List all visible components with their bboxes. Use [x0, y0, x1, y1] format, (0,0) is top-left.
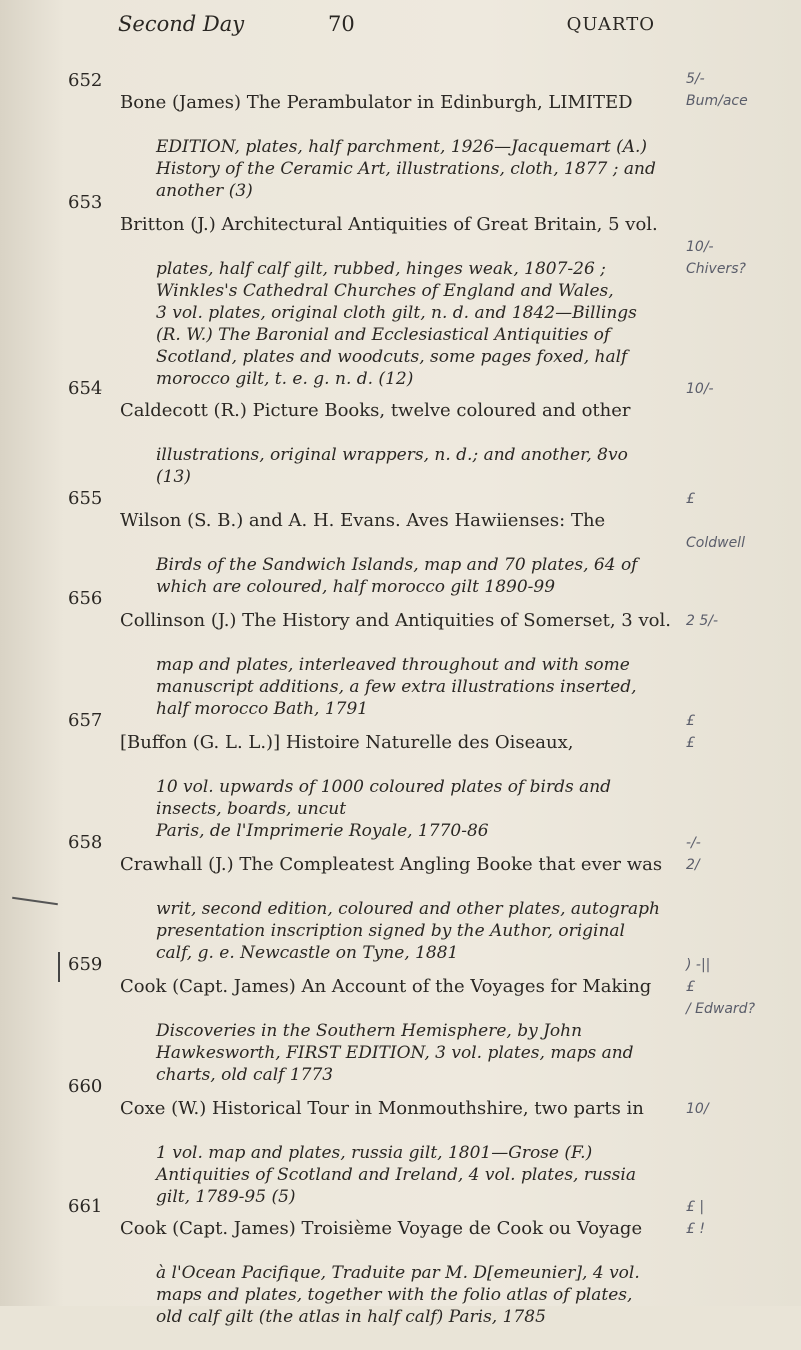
lot-first-line: Bone (James) The Perambulator in Edinburgh, LIMITED — [120, 92, 633, 113]
page-header — [118, 12, 655, 40]
lot-first-line: Cook (Capt. James) An Account of the Voyages for Making — [120, 976, 652, 997]
header-day: Second Day — [118, 12, 245, 36]
lot-first-line: Caldecott (R.) Picture Books, twelve coloured and other — [120, 400, 631, 421]
handwritten-note: 5/- Bum/ace — [686, 71, 748, 109]
lot-continuation: 10 vol. upwards of 1000 coloured plates of birds and insects, boards, uncut Paris, de l'Imprimerie Royale, 1770-86 — [156, 777, 612, 841]
lot-continuation: illustrations, original wrappers, n. d.; and another, 8vo (13) — [156, 445, 628, 487]
lot-first-line: Crawhall (J.) The Compleatest Angling Booke that ever was — [120, 854, 663, 875]
lot-number: 653 — [68, 192, 103, 213]
lot-number: 658 — [68, 832, 103, 853]
margin-pen-stroke — [12, 897, 58, 905]
page-number: 70 — [328, 12, 355, 36]
header-format: QUARTO — [566, 14, 655, 35]
handwritten-note: £ | £ ! — [686, 1199, 705, 1237]
lot-continuation: Discoveries in the Southern Hemisphere, by John Hawkesworth, FIRST EDITION, 3 vol. plates, maps and charts, old calf 1773 — [156, 1021, 634, 1085]
handwritten-note: 10/- — [686, 381, 714, 397]
lot-continuation: writ, second edition, coloured and other plates, autograph presentation inscription signed by the Author, original calf, g. e. Newcastle on Tyne, 1881 — [156, 899, 660, 963]
lot-first-line: Collinson (J.) The History and Antiquities of Somerset, 3 vol. — [120, 610, 671, 631]
lot-description — [120, 1196, 686, 1350]
lot-continuation: plates, half calf gilt, rubbed, hinges weak, 1807-26 ; Winkles's Cathedral Churches of England and Wales, 3 vol. plates, original cloth gilt, n. d. and 1842—Billings (R. W.) The Baronial and Ecclesiastical Antiquities of Scotland, plates and woodcuts, some pages foxed, half morocco gilt, t. e. g. n. d. (12) — [156, 259, 637, 389]
lot-number: 654 — [68, 378, 103, 399]
lot-first-line: Coxe (W.) Historical Tour in Monmouthshire, two parts in — [120, 1098, 644, 1119]
lot-first-line: Britton (J.) Architectural Antiquities of Great Britain, 5 vol. — [120, 214, 658, 235]
lot-number: 661 — [68, 1196, 103, 1217]
lot-continuation: Birds of the Sandwich Islands, map and 70 plates, 64 of which are coloured, half morocco gilt 1890-99 — [156, 555, 638, 597]
handwritten-note: -/- 2/ — [686, 835, 701, 873]
lot-number: 656 — [68, 588, 103, 609]
lot-number: 655 — [68, 488, 103, 509]
handwritten-note: 2 5/- — [686, 613, 719, 629]
lot-continuation: à l'Ocean Pacifique, Traduite par M. D[emeunier], 4 vol. maps and plates, together with the folio atlas of plates, old calf gilt (the atlas in half calf) Paris, 1785 — [156, 1263, 640, 1327]
handwritten-note: 10/- Chivers? — [686, 239, 746, 277]
handwritten-note: 10/ — [686, 1101, 709, 1117]
handwritten-note: £ £ — [686, 713, 695, 751]
lot-first-line: [Buffon (G. L. L.)] Histoire Naturelle des Oiseaux, — [120, 732, 574, 753]
handwritten-note: £ Coldwell — [686, 491, 745, 551]
lot-first-line: Cook (Capt. James) Troisième Voyage de Cook ou Voyage — [120, 1218, 643, 1239]
lot-number: 659 — [68, 954, 103, 975]
margin-bracket — [58, 952, 60, 982]
lot-number: 660 — [68, 1076, 103, 1097]
lot-number: 652 — [68, 70, 103, 91]
lot-continuation: EDITION, plates, half parchment, 1926—Jacquemart (A.) History of the Ceramic Art, illustrations, cloth, 1877 ; and another (3) — [156, 137, 656, 201]
lot-first-line: Wilson (S. B.) and A. H. Evans. Aves Hawiienses: The — [120, 510, 606, 531]
handwritten-note: ) -|| £ / Edward? — [686, 957, 756, 1017]
lot-number: 657 — [68, 710, 103, 731]
lot-continuation: 1 vol. map and plates, russia gilt, 1801—Grose (F.) Antiquities of Scotland and Ireland, 4 vol. plates, russia gilt, 1789-95 (5) — [156, 1143, 636, 1207]
lot-continuation: map and plates, interleaved throughout and with some manuscript additions, a few extra illustrations inserted, half morocco Bath, 1791 — [156, 655, 637, 719]
